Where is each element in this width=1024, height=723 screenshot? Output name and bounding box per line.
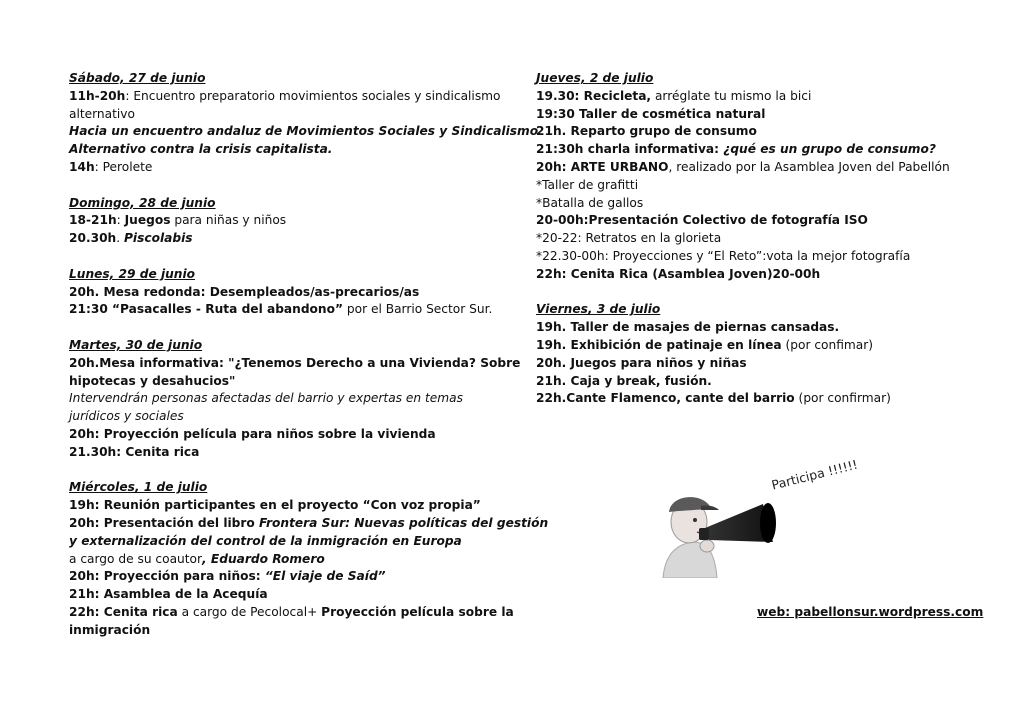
event-line: 20h. Mesa redonda: Desempleados/as-precarios/as bbox=[69, 284, 420, 299]
website-link[interactable]: web: pabellonsur.wordpress.com bbox=[757, 605, 984, 619]
event-line-cont: alternativo bbox=[69, 106, 135, 121]
event-line: 21:30h charla informativa: ¿qué es un grupo de consumo? bbox=[536, 142, 936, 157]
event-line: 19h. Taller de masajes de piernas cansadas. bbox=[536, 320, 840, 335]
event-line: 20h. Juegos para niños y niñas bbox=[536, 355, 747, 370]
event-line: 22h: Cenita rica a cargo de Pecolocal+ Proyección película sobre la bbox=[69, 604, 514, 619]
event-line: *22.30-00h: Proyecciones y “El Reto”:vota la mejor fotografía bbox=[536, 248, 911, 263]
event-line: 21.30h: Cenita rica bbox=[69, 444, 200, 459]
event-subtitle: Hacia un encuentro andaluz de Movimientos Sociales y Sindicalismo bbox=[69, 124, 539, 139]
event-line: 20h: Proyección para niños: “El viaje de Saíd” bbox=[69, 569, 386, 584]
event-line: 20h: Proyección película para niños sobre la vivienda bbox=[69, 426, 436, 441]
event-line: 21h. Caja y break, fusión. bbox=[536, 373, 712, 388]
event-line: *20-22: Retratos en la glorieta bbox=[536, 231, 722, 246]
event-line: 18-21h: Juegos para niñas y niños bbox=[69, 213, 287, 228]
event-line: 19:30 Taller de cosmética natural bbox=[536, 106, 766, 121]
event-line: 20-00h:Presentación Colectivo de fotografía ISO bbox=[536, 213, 868, 228]
day-heading-domingo: Domingo, 28 de junio bbox=[69, 195, 216, 210]
day-heading-lunes: Lunes, 29 de junio bbox=[69, 266, 196, 281]
event-line: *Batalla de gallos bbox=[536, 195, 644, 210]
event-line: 19h. Exhibición de patinaje en línea (por confimar) bbox=[536, 337, 873, 352]
event-line: 20h: ARTE URBANO, realizado por la Asamblea Joven del Pabellón bbox=[536, 159, 950, 174]
event-line: *Taller de grafitti bbox=[536, 177, 639, 192]
event-line-cont: inmigración bbox=[69, 622, 151, 637]
day-heading-jueves: Jueves, 2 de julio bbox=[536, 71, 654, 85]
event-note: Intervendrán personas afectadas del barrio y expertas en temas bbox=[69, 391, 463, 406]
day-heading-martes: Martes, 30 de junio bbox=[69, 337, 203, 352]
event-line: 19.30: Recicleta, arréglate tu mismo la bici bbox=[536, 88, 812, 103]
day-heading-viernes: Viernes, 3 de julio bbox=[536, 302, 661, 317]
event-line: 21:30 “Pasacalles - Ruta del abandono” por el Barrio Sector Sur. bbox=[69, 302, 493, 317]
event-note-cont: jurídicos y sociales bbox=[69, 409, 184, 424]
megaphone-child-icon bbox=[655, 468, 865, 578]
right-column bbox=[536, 70, 976, 408]
event-line: 20h.Mesa informativa: "¿Tenemos Derecho a una Vivienda? Sobre bbox=[69, 355, 521, 370]
event-line: 22h: Cenita Rica (Asamblea Joven)20-00h bbox=[536, 266, 821, 281]
event-line: 14h: Perolete bbox=[69, 159, 153, 174]
left-column bbox=[69, 70, 549, 640]
day-heading-sabado: Sábado, 27 de junio bbox=[69, 71, 206, 85]
event-line-cont: y externalización del control de la inmigración en Europa bbox=[69, 533, 462, 548]
event-line: 21h. Reparto grupo de consumo bbox=[536, 124, 757, 139]
day-heading-miercoles: Miércoles, 1 de julio bbox=[69, 480, 208, 495]
event-line: 20.30h. Piscolabis bbox=[69, 231, 193, 246]
participa-callout: Participa !!!!!! bbox=[770, 456, 860, 493]
event-line: 20h: Presentación del libro Frontera Sur: Nuevas políticas del gestión bbox=[69, 515, 549, 530]
event-line: 19h: Reunión participantes en el proyecto “Con voz propia” bbox=[69, 498, 481, 513]
event-line: 21h: Asamblea de la Acequía bbox=[69, 587, 268, 602]
event-line: 11h-20h: Encuentro preparatorio movimientos sociales y sindicalismo bbox=[69, 88, 501, 103]
event-line: 22h.Cante Flamenco, cante del barrio (por confirmar) bbox=[536, 391, 891, 406]
event-line-cont: hipotecas y desahucios" bbox=[69, 373, 236, 388]
event-line: a cargo de su coautor, Eduardo Romero bbox=[69, 551, 325, 566]
event-subtitle-cont: Alternativo contra la crisis capitalista. bbox=[69, 142, 333, 157]
